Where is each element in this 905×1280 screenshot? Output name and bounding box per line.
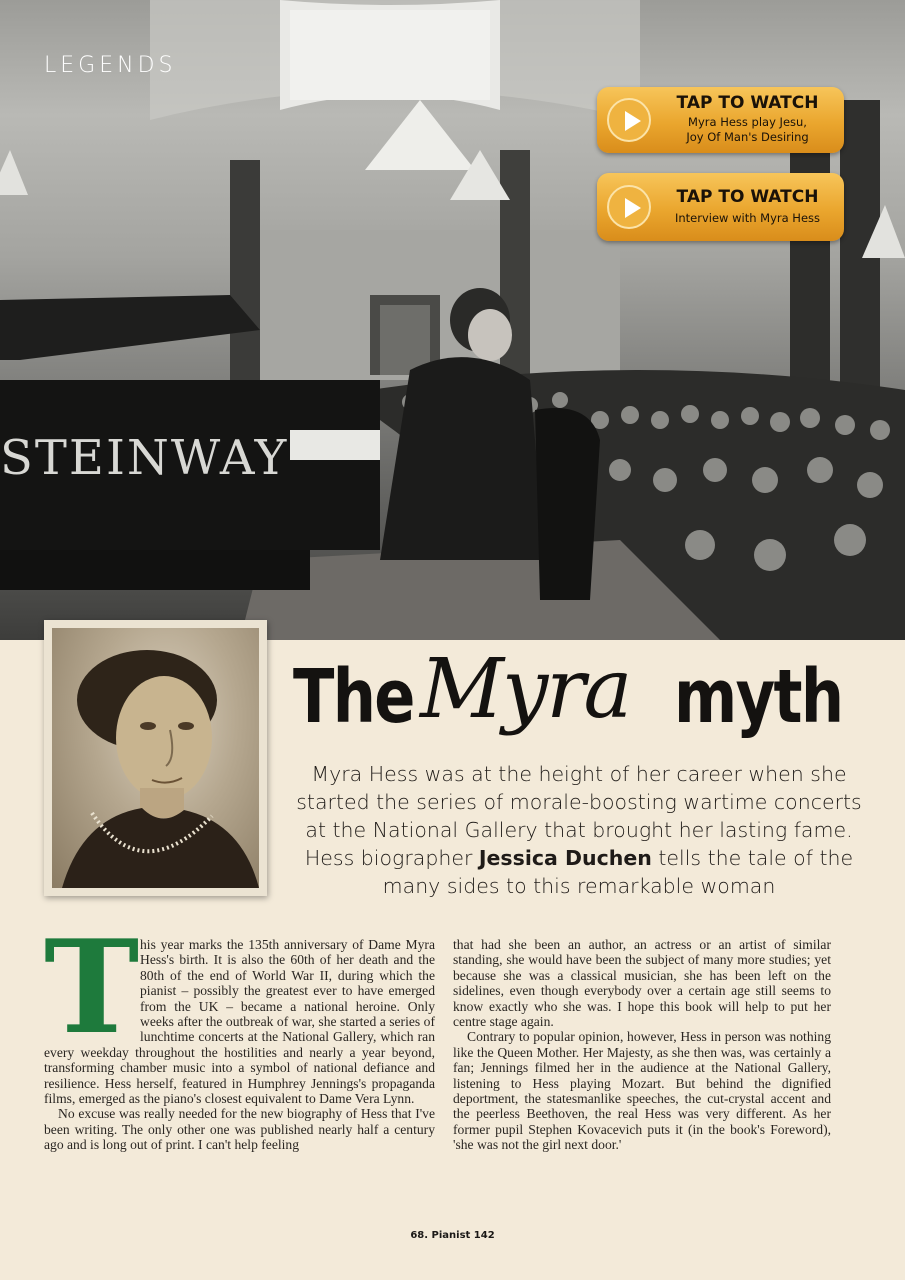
standfirst-text: Myra Hess was at the height of her career when she started the series of morale-boosting wartime concerts at the National Gallery that brought her lasting fame. Hess biographer — [296, 762, 862, 870]
author-name: Jessica Duchen — [478, 846, 652, 870]
article-paragraph: Contrary to popular opinion, however, Hess in person was nothing like the Queen Mother. Her Majesty, as she then was, was certainly a fan; Jennings filmed her in the audience at the National Gallery, listening to Hess playing Mozart. But behind the dignified deportment, the statesmanlike speeches, the cut-crystal accent and the peerless Beethoven, the real Hess was very different. As her former pupil Stephen Kovacevich puts it (in the book's Foreword), 'she was not the girl next door.' — [453, 1029, 831, 1153]
article-paragraph: that had she been an author, an actress or an artist of similar standing, she would have been the subject of many more studies; yet because she was a classical musician, she has been left on the sidelines, even though everybody over a certain age still seems to know exactly who she was. I hope this book will help to put her centre stage again. — [453, 937, 831, 1030]
page-folio: 68. Pianist 142 — [410, 1230, 495, 1241]
watch-button-title: TAP TO WATCH — [676, 93, 819, 113]
watch-button-subtitle-line: Interview with Myra Hess — [674, 211, 821, 225]
page-title — [293, 642, 853, 753]
article-paragraph-text: his year marks the 135th anniversary of Dame Myra Hess's birth. It is also the 60th of her death and the 80th of the end of World War II, during which the pianist – possibly the greatest ever to have emerged from the UK – became a national heroine. Only weeks after the outbreak of war, she started a series of lunchtime concerts at the National Gallery, which ran every weekday throughout the hostilities and nearly a year beyond, transforming chamber music into a symbol of national defiance and resilience. Hess herself, featured in Humphrey Jennings's propaganda films, emerged as the piano's closest equivalent to Dame Vera Lynn. — [44, 937, 435, 1107]
section-label: LEGENDS — [44, 53, 177, 78]
article-paragraph — [44, 913, 435, 1107]
standfirst — [285, 760, 873, 900]
title-word-myth: myth — [674, 654, 843, 740]
watch-video-button-interview[interactable] — [597, 173, 844, 241]
title-word-the: The — [293, 654, 414, 740]
title-word-myra: Myra — [420, 642, 631, 737]
watch-button-subtitle — [659, 115, 836, 145]
piano-brand-text: STEINWAY — [0, 430, 289, 486]
portrait-frame — [44, 620, 267, 896]
article-column-left — [44, 913, 435, 1153]
play-icon — [607, 98, 651, 142]
portrait-photo — [52, 628, 259, 888]
watch-video-button-performance[interactable] — [597, 87, 844, 153]
standfirst-text-end: tells the tale of the many sides to this remarkable woman — [382, 846, 854, 898]
watch-button-subtitle-line: Myra Hess play Jesu, — [688, 115, 807, 129]
watch-button-subtitle — [659, 211, 836, 226]
play-icon — [607, 185, 651, 229]
drop-cap: T — [44, 913, 140, 1063]
article-column-right — [453, 937, 831, 1153]
article-paragraph: No excuse was really needed for the new biography of Hess that I've been writing. The only other one was published nearly half a century ago and is long out of print. I can't help feeling — [44, 1106, 435, 1153]
watch-button-subtitle-line: Joy Of Man's Desiring — [686, 130, 809, 144]
watch-button-title: TAP TO WATCH — [676, 187, 819, 207]
